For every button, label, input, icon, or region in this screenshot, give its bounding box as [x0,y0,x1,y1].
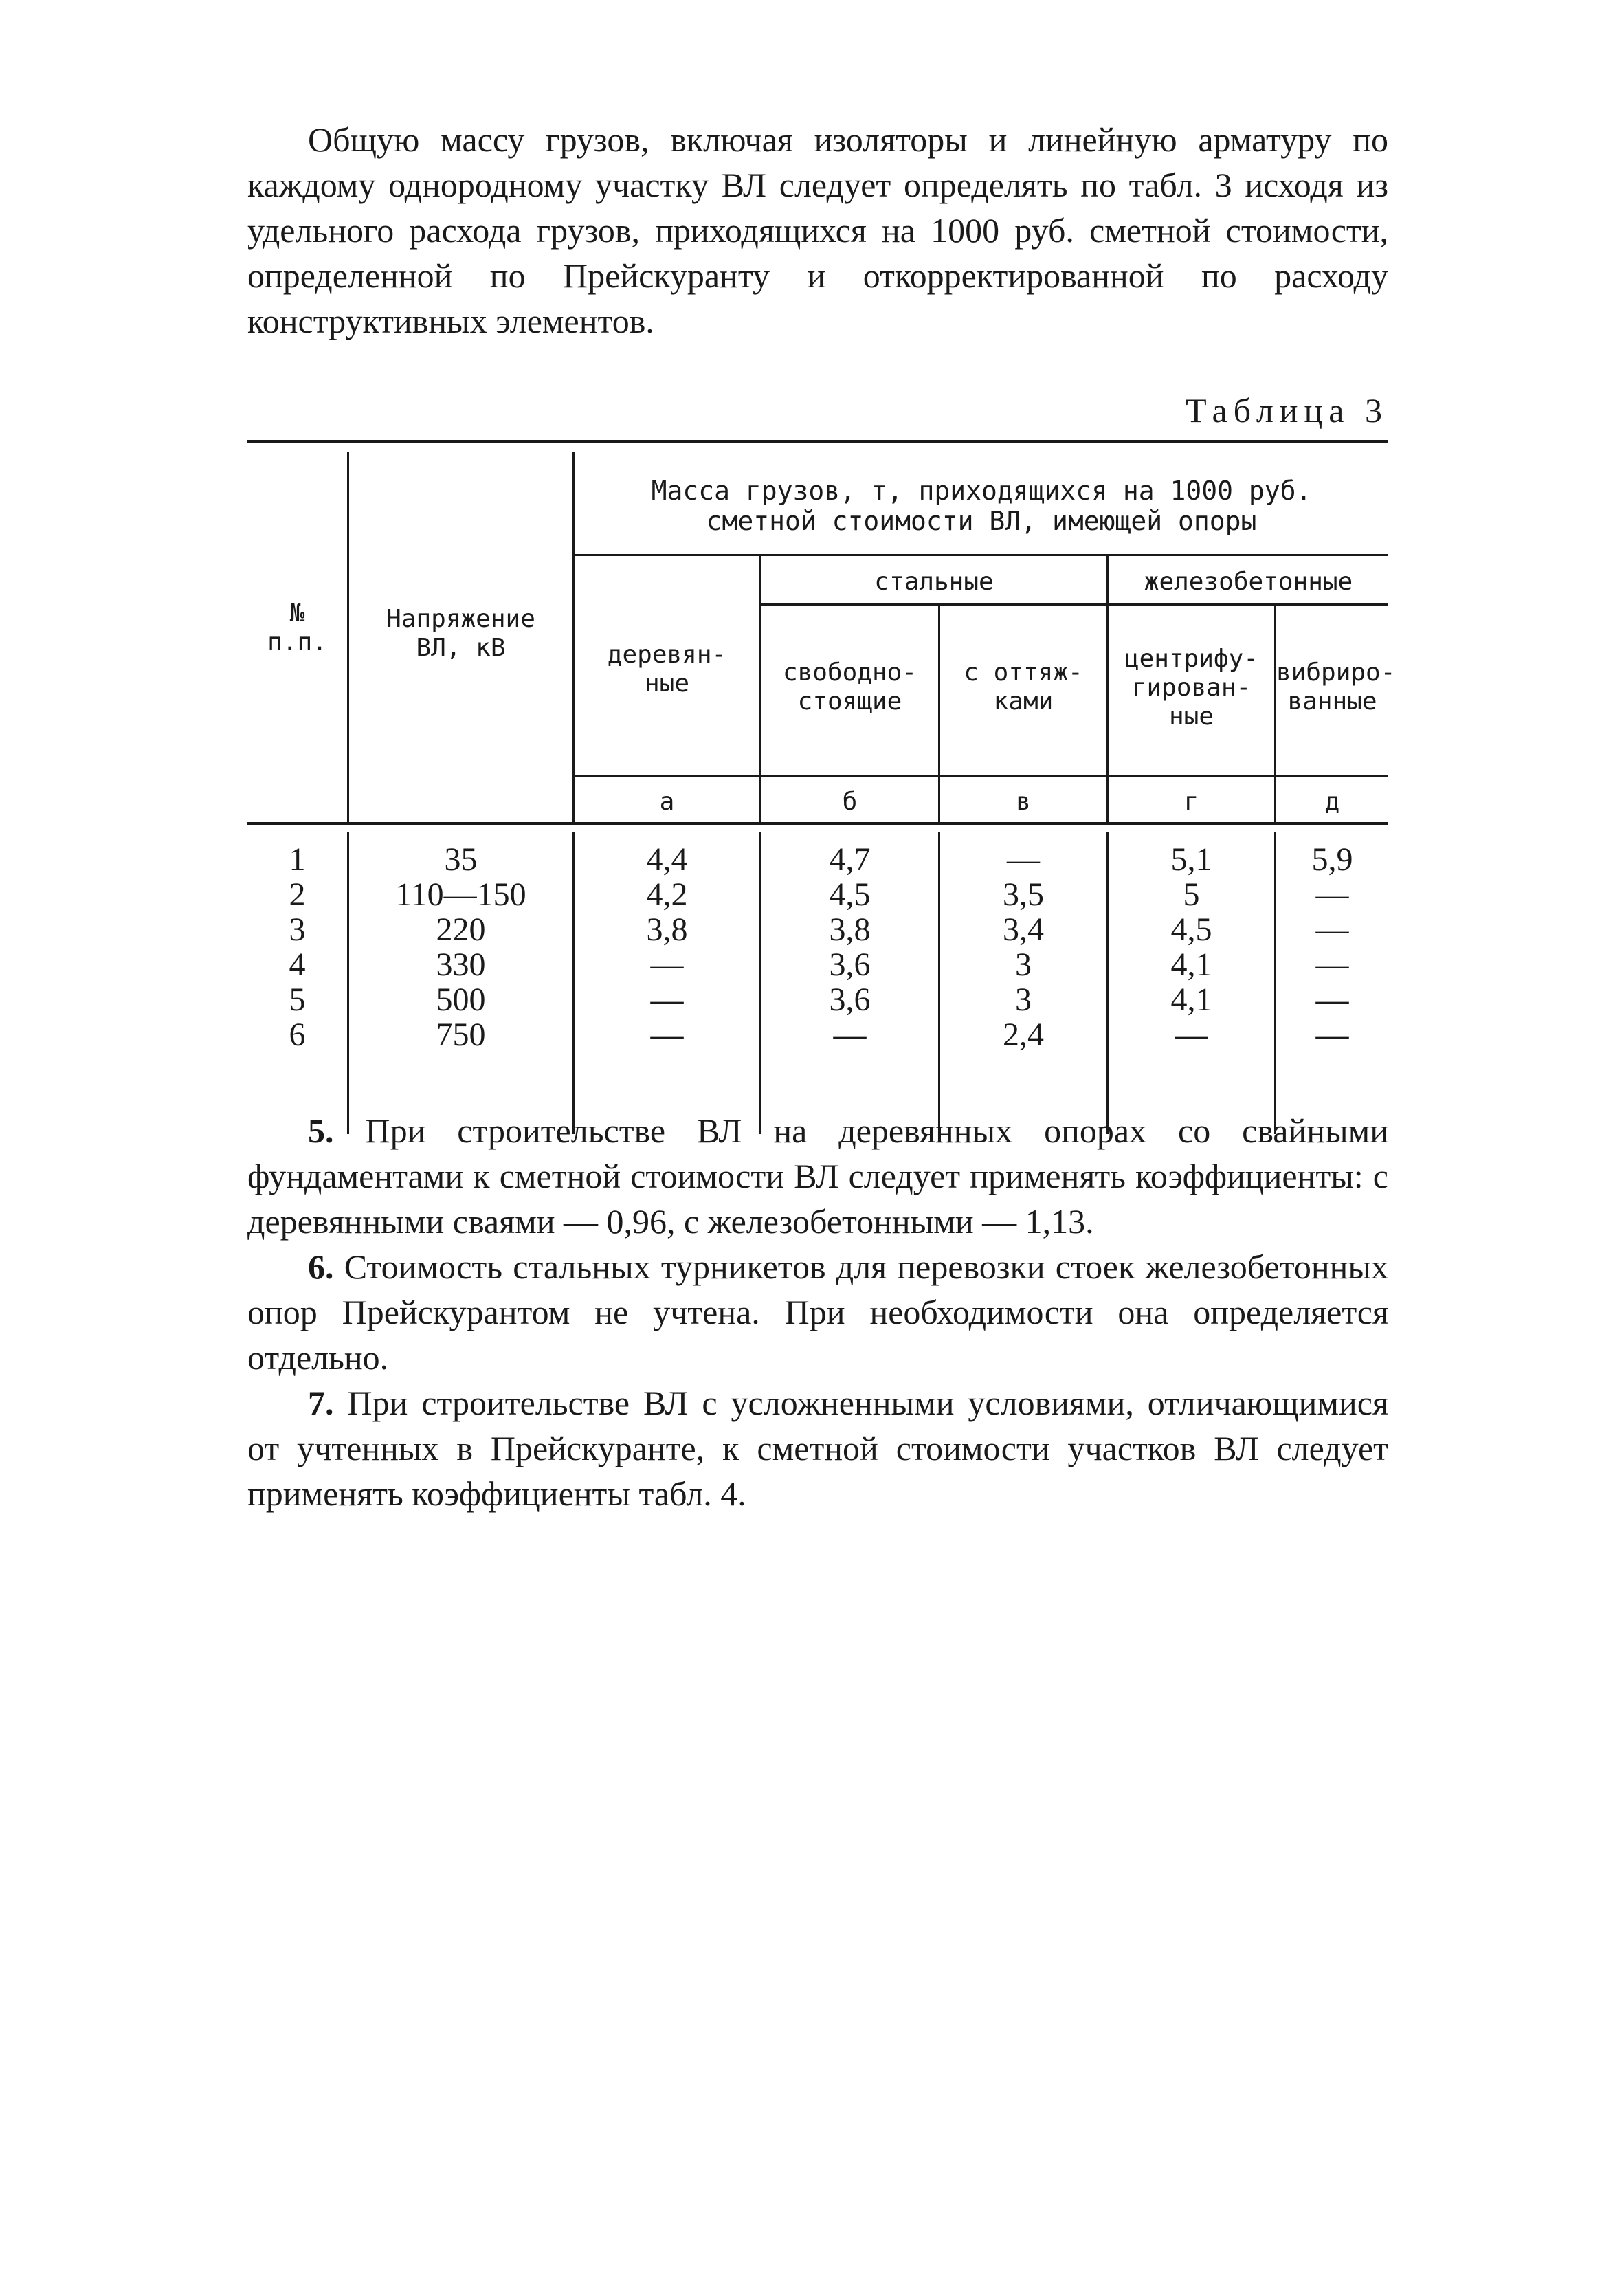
header-guyed: с оттяж- ками [964,658,1083,716]
table-3 [247,440,1396,1134]
letter-b: б [842,788,858,816]
table-cell: 35 [444,841,478,878]
table-cell: 1 [289,841,306,878]
header-rule-letters [574,775,1388,777]
header-concrete: железобетонные [1144,568,1353,596]
table-cell: 4,1 [1170,946,1212,983]
table-cell: — [1007,841,1040,878]
header-vibrated: вибриро- ванные [1276,658,1396,716]
item-7-text: При строительстве ВЛ с усложненными условиями, отличающимися от учтенных в Прейскуранте, к сметной стоимости участков ВЛ следует применять коэффициенты табл. 4. [247,1384,1389,1513]
table-cell: — [1315,1017,1349,1053]
table-cell: — [650,946,684,983]
table-cell: 110—150 [395,876,526,913]
item-5-number: 5. [308,1111,334,1150]
table-cell: 2,4 [1003,1017,1044,1053]
column-g [1109,842,1274,1052]
table-cell: 3,6 [829,946,871,983]
table-cell: 3 [1015,982,1032,1018]
table-caption: Таблица 3 [1186,391,1388,430]
table-cell: 220 [436,911,486,948]
table-cell: 4,1 [1170,982,1212,1018]
item-5-paragraph [247,1108,1388,1244]
header-rule-groups [759,603,1388,606]
table-cell: 330 [436,946,486,983]
letter-g: г [1183,788,1199,816]
table-cell: — [1315,982,1349,1018]
header-wooden: деревян- ные [607,641,727,698]
letter-a: а [659,788,675,816]
letter-d: д [1324,788,1340,816]
table-cell: 6 [289,1017,306,1053]
table-cell: 3,6 [829,982,871,1018]
header-voltage: Напряжение ВЛ, кВ [386,605,535,662]
column-voltage [349,842,572,1052]
column-d [1276,842,1388,1052]
letter-v: в [1016,788,1031,816]
table-cell: 3,8 [646,911,688,948]
item-6-paragraph [247,1244,1388,1380]
table-cell: 3 [1015,946,1032,983]
header-steel: стальные [874,568,994,596]
table-cell: 4,5 [1170,911,1212,948]
table-cell: 5 [289,982,306,1018]
column-num [247,842,347,1052]
column-v [940,842,1106,1052]
table-cell: 3,4 [1003,911,1044,948]
item-5-text: При строительстве ВЛ на деревянных опорах со свайными фундаментами к сметной стоимости ВЛ следует применять коэффициенты: с деревянными сваями — 0,96, с железобетонными — 1,13. [247,1111,1389,1241]
table-top-rule [247,440,1388,443]
item-7-paragraph [247,1380,1388,1516]
table-cell: — [1315,946,1349,983]
table-cell: 2 [289,876,306,913]
header-freestanding: свободно- стоящие [782,658,917,716]
table-cell: 750 [436,1017,486,1053]
header-num: № п.п. [267,599,327,656]
intro-paragraph: Общую массу грузов, включая изоляторы и линейную арматуру по каждому однородному участку ВЛ следует определять по табл. 3 исходя из удельного расхода грузов, приходящихся на 1000 руб. сметной стоимости, определенной по Прейскуранту и откорректированной по расходу конструктивных элементов. [247,120,1388,340]
table-cell: — [650,982,684,1018]
table-cell: — [833,1017,867,1053]
table-cell: 4,7 [829,841,871,878]
table-cell: 4,4 [646,841,688,878]
table-cell: — [1175,1017,1208,1053]
table-cell: 500 [436,982,486,1018]
table-cell: 4 [289,946,306,983]
header-centrifuged: центрифу- гирован- ные [1124,645,1259,731]
header-rule-mass [574,554,1388,556]
table-cell: 4,2 [646,876,688,913]
table-cell: — [650,1017,684,1053]
item-6-number: 6. [308,1248,334,1286]
item-7-number: 7. [308,1384,334,1422]
column-a [575,842,759,1052]
table-cell: 5 [1183,876,1200,913]
table-cell: 3 [289,911,306,948]
table-cell: 4,5 [829,876,871,913]
table-cell: — [1315,911,1349,948]
table-cell: 3,5 [1003,876,1044,913]
table-cell: 5,9 [1311,841,1353,878]
table-cell: 3,8 [829,911,871,948]
header-bottom-rule [247,822,1388,825]
header-mass-title: Масса грузов, т, приходящихся на 1000 руб. сметной стоимости ВЛ, имеющей опоры [651,476,1312,536]
column-b [761,842,938,1052]
item-6-text: Стоимость стальных турникетов для перевозки стоек железобетонных опор Прейскурантом не учтена. При необходимости она определяется отдельно. [247,1248,1389,1377]
table-cell: 5,1 [1170,841,1212,878]
table-cell: — [1315,876,1349,913]
